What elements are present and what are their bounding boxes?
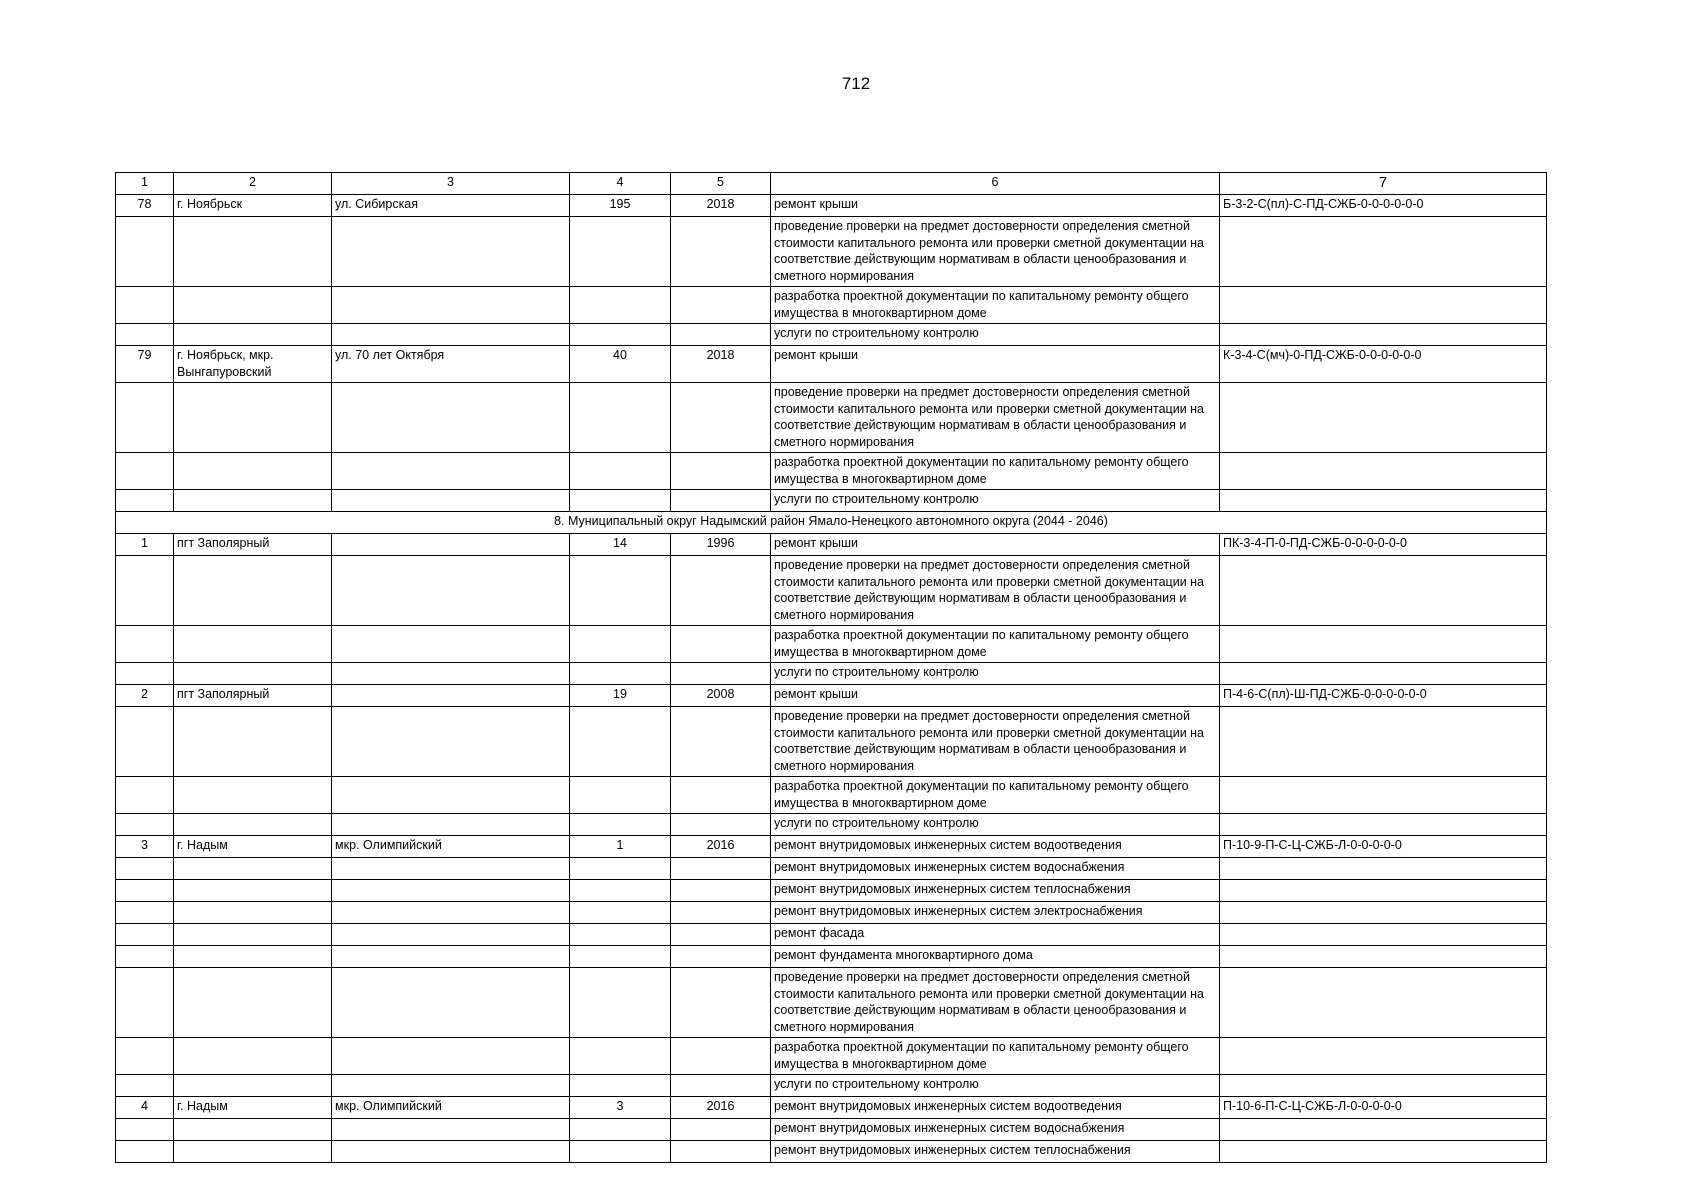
locality-cell — [174, 777, 332, 814]
header-cell: 7 — [1220, 173, 1547, 195]
house-number-cell — [570, 858, 671, 880]
street-cell: ул. 70 лет Октября — [332, 346, 570, 383]
year-cell — [671, 1141, 771, 1163]
work-type-cell: ремонт фундамента многоквартирного дома — [771, 946, 1220, 968]
street-cell — [332, 902, 570, 924]
row-number-cell — [116, 453, 174, 490]
table-row — [116, 1141, 1547, 1163]
house-code-cell — [1220, 777, 1547, 814]
street-cell — [332, 534, 570, 556]
street-cell — [332, 1038, 570, 1075]
row-number-cell — [116, 880, 174, 902]
house-number-cell — [570, 626, 671, 663]
house-number-cell: 1 — [570, 836, 671, 858]
table-row — [116, 217, 1547, 287]
street-cell — [332, 1141, 570, 1163]
year-cell — [671, 858, 771, 880]
house-number-cell — [570, 880, 671, 902]
table-row — [116, 324, 1547, 346]
table-row — [116, 707, 1547, 777]
work-type-cell: услуги по строительному контролю — [771, 663, 1220, 685]
page-number: 712 — [841, 74, 871, 93]
house-code-cell — [1220, 707, 1547, 777]
house-code-cell: П-10-9-П-С-Ц-СЖБ-Л-0-0-0-0-0 — [1220, 836, 1547, 858]
work-type-cell: разработка проектной документации по капитальному ремонту общего имущества в многоквартирном доме — [771, 777, 1220, 814]
locality-cell — [174, 1141, 332, 1163]
house-code-cell — [1220, 626, 1547, 663]
street-cell — [332, 1075, 570, 1097]
year-cell — [671, 626, 771, 663]
work-type-cell: проведение проверки на предмет достоверности определения сметной стоимости капитального ремонта или проверки сметной документации на соответствие действующим нормативам в области ценообразования и сметного нормирования — [771, 383, 1220, 453]
street-cell — [332, 946, 570, 968]
header-cell: 2 — [174, 173, 332, 195]
street-cell — [332, 777, 570, 814]
house-number-cell — [570, 1075, 671, 1097]
year-cell — [671, 1119, 771, 1141]
house-code-cell — [1220, 663, 1547, 685]
table-row — [116, 777, 1547, 814]
work-type-cell: разработка проектной документации по капитальному ремонту общего имущества в многоквартирном доме — [771, 626, 1220, 663]
work-type-cell: разработка проектной документации по капитальному ремонту общего имущества в многоквартирном доме — [771, 1038, 1220, 1075]
work-type-cell: разработка проектной документации по капитальному ремонту общего имущества в многоквартирном доме — [771, 453, 1220, 490]
year-cell: 2016 — [671, 836, 771, 858]
table-row — [116, 1097, 1547, 1119]
table-row — [116, 663, 1547, 685]
row-number-cell — [116, 490, 174, 512]
year-cell — [671, 777, 771, 814]
table-row — [116, 195, 1547, 217]
year-cell — [671, 383, 771, 453]
year-cell — [671, 968, 771, 1038]
year-cell — [671, 946, 771, 968]
work-type-cell: ремонт внутридомовых инженерных систем водоотведения — [771, 836, 1220, 858]
work-type-cell: проведение проверки на предмет достоверности определения сметной стоимости капитального ремонта или проверки сметной документации на соответствие действующим нормативам в области ценообразования и сметного нормирования — [771, 556, 1220, 626]
row-number-cell: 79 — [116, 346, 174, 383]
work-type-cell: ремонт внутридомовых инженерных систем теплоснабжения — [771, 1141, 1220, 1163]
house-number-cell: 195 — [570, 195, 671, 217]
row-number-cell — [116, 707, 174, 777]
house-number-cell — [570, 1038, 671, 1075]
house-number-cell: 3 — [570, 1097, 671, 1119]
house-number-cell: 14 — [570, 534, 671, 556]
house-number-cell — [570, 217, 671, 287]
house-number-cell — [570, 453, 671, 490]
table-row — [116, 534, 1547, 556]
house-number-cell — [570, 902, 671, 924]
house-code-cell — [1220, 968, 1547, 1038]
table-row — [116, 968, 1547, 1038]
row-number-cell — [116, 1141, 174, 1163]
house-code-cell: К-3-4-С(мч)-0-ПД-СЖБ-0-0-0-0-0-0 — [1220, 346, 1547, 383]
table-row — [116, 858, 1547, 880]
house-code-cell: ПК-3-4-П-0-ПД-СЖБ-0-0-0-0-0-0 — [1220, 534, 1547, 556]
year-cell — [671, 902, 771, 924]
header-cell: 3 — [332, 173, 570, 195]
year-cell: 2018 — [671, 346, 771, 383]
street-cell — [332, 287, 570, 324]
house-code-cell — [1220, 453, 1547, 490]
street-cell — [332, 685, 570, 707]
locality-cell — [174, 707, 332, 777]
row-number-cell — [116, 902, 174, 924]
locality-cell — [174, 968, 332, 1038]
locality-cell — [174, 814, 332, 836]
locality-cell — [174, 880, 332, 902]
table-row — [116, 556, 1547, 626]
row-number-cell — [116, 777, 174, 814]
row-number-cell — [116, 968, 174, 1038]
locality-cell — [174, 383, 332, 453]
house-number-cell — [570, 324, 671, 346]
row-number-cell — [116, 924, 174, 946]
street-cell — [332, 453, 570, 490]
repair-plan-table — [115, 172, 1547, 1163]
street-cell — [332, 924, 570, 946]
table-row — [116, 346, 1547, 383]
street-cell — [332, 217, 570, 287]
year-cell — [671, 1038, 771, 1075]
locality-cell — [174, 924, 332, 946]
table-row — [116, 1038, 1547, 1075]
year-cell — [671, 287, 771, 324]
house-number-cell — [570, 814, 671, 836]
work-type-cell: услуги по строительному контролю — [771, 814, 1220, 836]
house-number-cell: 40 — [570, 346, 671, 383]
row-number-cell — [116, 556, 174, 626]
section-title: 8. Муниципальный округ Надымский район Ямало-Ненецкого автономного округа (2044 - 2046) — [116, 512, 1547, 534]
house-number-cell — [570, 707, 671, 777]
street-cell: мкр. Олимпийский — [332, 1097, 570, 1119]
street-cell — [332, 556, 570, 626]
house-code-cell — [1220, 902, 1547, 924]
row-number-cell: 3 — [116, 836, 174, 858]
locality-cell — [174, 324, 332, 346]
table-row — [116, 287, 1547, 324]
row-number-cell — [116, 217, 174, 287]
house-code-cell — [1220, 383, 1547, 453]
row-number-cell — [116, 663, 174, 685]
house-number-cell — [570, 287, 671, 324]
work-type-cell: ремонт внутридомовых инженерных систем электроснабжения — [771, 902, 1220, 924]
house-code-cell: П-10-6-П-С-Ц-СЖБ-Л-0-0-0-0-0 — [1220, 1097, 1547, 1119]
year-cell — [671, 707, 771, 777]
locality-cell — [174, 1038, 332, 1075]
house-code-cell — [1220, 1038, 1547, 1075]
year-cell — [671, 453, 771, 490]
work-type-cell: ремонт внутридомовых инженерных систем водоснабжения — [771, 1119, 1220, 1141]
house-code-cell — [1220, 924, 1547, 946]
house-code-cell: П-4-6-С(пл)-Ш-ПД-СЖБ-0-0-0-0-0-0 — [1220, 685, 1547, 707]
header-cell: 1 — [116, 173, 174, 195]
street-cell — [332, 663, 570, 685]
locality-cell — [174, 287, 332, 324]
house-number-cell — [570, 1119, 671, 1141]
work-type-cell: проведение проверки на предмет достоверности определения сметной стоимости капитального ремонта или проверки сметной документации на соответствие действующим нормативам в области ценообразования и сметного нормирования — [771, 968, 1220, 1038]
house-code-cell: Б-3-2-С(пл)-С-ПД-СЖБ-0-0-0-0-0-0 — [1220, 195, 1547, 217]
table-row — [116, 880, 1547, 902]
street-cell — [332, 814, 570, 836]
house-code-cell — [1220, 880, 1547, 902]
street-cell — [332, 626, 570, 663]
house-code-cell — [1220, 1141, 1547, 1163]
table-row — [116, 814, 1547, 836]
locality-cell — [174, 626, 332, 663]
table-row — [116, 1075, 1547, 1097]
row-number-cell: 1 — [116, 534, 174, 556]
street-cell: мкр. Олимпийский — [332, 836, 570, 858]
year-cell — [671, 814, 771, 836]
locality-cell: г. Надым — [174, 1097, 332, 1119]
year-cell — [671, 880, 771, 902]
table-row — [116, 453, 1547, 490]
house-number-cell: 19 — [570, 685, 671, 707]
year-cell — [671, 324, 771, 346]
house-code-cell — [1220, 287, 1547, 324]
locality-cell: г. Ноябрьск, мкр. Вынгапуровский — [174, 346, 332, 383]
locality-cell — [174, 663, 332, 685]
row-number-cell — [116, 383, 174, 453]
house-code-cell — [1220, 946, 1547, 968]
row-number-cell — [116, 1119, 174, 1141]
row-number-cell — [116, 324, 174, 346]
locality-cell: г. Надым — [174, 836, 332, 858]
street-cell — [332, 383, 570, 453]
locality-cell — [174, 490, 332, 512]
year-cell — [671, 1075, 771, 1097]
locality-cell: пгт Заполярный — [174, 685, 332, 707]
table-row — [116, 902, 1547, 924]
row-number-cell — [116, 946, 174, 968]
section-row — [116, 512, 1547, 534]
house-number-cell — [570, 946, 671, 968]
year-cell: 1996 — [671, 534, 771, 556]
work-type-cell: проведение проверки на предмет достоверности определения сметной стоимости капитального ремонта или проверки сметной документации на соответствие действующим нормативам в области ценообразования и сметного нормирования — [771, 707, 1220, 777]
work-type-cell: ремонт внутридомовых инженерных систем водоснабжения — [771, 858, 1220, 880]
table-row — [116, 924, 1547, 946]
house-code-cell — [1220, 814, 1547, 836]
year-cell: 2016 — [671, 1097, 771, 1119]
work-type-cell: ремонт крыши — [771, 195, 1220, 217]
row-number-cell — [116, 1038, 174, 1075]
house-code-cell — [1220, 858, 1547, 880]
locality-cell — [174, 453, 332, 490]
year-cell — [671, 663, 771, 685]
locality-cell — [174, 556, 332, 626]
house-code-cell — [1220, 1075, 1547, 1097]
house-code-cell — [1220, 1119, 1547, 1141]
house-number-cell — [570, 924, 671, 946]
row-number-cell — [116, 626, 174, 663]
table-header-row — [116, 173, 1547, 195]
year-cell: 2018 — [671, 195, 771, 217]
house-code-cell — [1220, 556, 1547, 626]
work-type-cell: ремонт фасада — [771, 924, 1220, 946]
work-type-cell: ремонт крыши — [771, 346, 1220, 383]
house-code-cell — [1220, 217, 1547, 287]
locality-cell — [174, 858, 332, 880]
house-code-cell — [1220, 324, 1547, 346]
work-type-cell: услуги по строительному контролю — [771, 324, 1220, 346]
locality-cell — [174, 217, 332, 287]
street-cell — [332, 1119, 570, 1141]
year-cell — [671, 924, 771, 946]
header-cell: 5 — [671, 173, 771, 195]
street-cell — [332, 858, 570, 880]
locality-cell — [174, 1075, 332, 1097]
work-type-cell: ремонт внутридомовых инженерных систем водоотведения — [771, 1097, 1220, 1119]
year-cell — [671, 490, 771, 512]
table-row — [116, 626, 1547, 663]
table-row — [116, 836, 1547, 858]
table-row — [116, 490, 1547, 512]
house-number-cell — [570, 1141, 671, 1163]
street-cell — [332, 880, 570, 902]
work-type-cell: проведение проверки на предмет достоверности определения сметной стоимости капитального ремонта или проверки сметной документации на соответствие действующим нормативам в области ценообразования и сметного нормирования — [771, 217, 1220, 287]
row-number-cell — [116, 1075, 174, 1097]
work-type-cell: разработка проектной документации по капитальному ремонту общего имущества в многоквартирном доме — [771, 287, 1220, 324]
row-number-cell: 4 — [116, 1097, 174, 1119]
house-number-cell — [570, 556, 671, 626]
house-number-cell — [570, 663, 671, 685]
locality-cell: г. Ноябрьск — [174, 195, 332, 217]
street-cell — [332, 490, 570, 512]
street-cell — [332, 968, 570, 1038]
work-type-cell: ремонт крыши — [771, 534, 1220, 556]
work-type-cell: ремонт внутридомовых инженерных систем теплоснабжения — [771, 880, 1220, 902]
locality-cell — [174, 1119, 332, 1141]
house-number-cell — [570, 490, 671, 512]
table-row — [116, 1119, 1547, 1141]
header-cell: 6 — [771, 173, 1220, 195]
work-type-cell: ремонт крыши — [771, 685, 1220, 707]
locality-cell — [174, 946, 332, 968]
street-cell — [332, 707, 570, 777]
work-type-cell: услуги по строительному контролю — [771, 490, 1220, 512]
house-number-cell — [570, 777, 671, 814]
house-number-cell — [570, 383, 671, 453]
row-number-cell — [116, 814, 174, 836]
table-row — [116, 946, 1547, 968]
house-code-cell — [1220, 490, 1547, 512]
locality-cell — [174, 902, 332, 924]
house-number-cell — [570, 968, 671, 1038]
year-cell — [671, 556, 771, 626]
street-cell — [332, 324, 570, 346]
row-number-cell: 78 — [116, 195, 174, 217]
row-number-cell: 2 — [116, 685, 174, 707]
row-number-cell — [116, 858, 174, 880]
table-row — [116, 685, 1547, 707]
street-cell: ул. Сибирская — [332, 195, 570, 217]
row-number-cell — [116, 287, 174, 324]
year-cell — [671, 217, 771, 287]
table-row — [116, 383, 1547, 453]
work-type-cell: услуги по строительному контролю — [771, 1075, 1220, 1097]
locality-cell: пгт Заполярный — [174, 534, 332, 556]
header-cell: 4 — [570, 173, 671, 195]
year-cell: 2008 — [671, 685, 771, 707]
